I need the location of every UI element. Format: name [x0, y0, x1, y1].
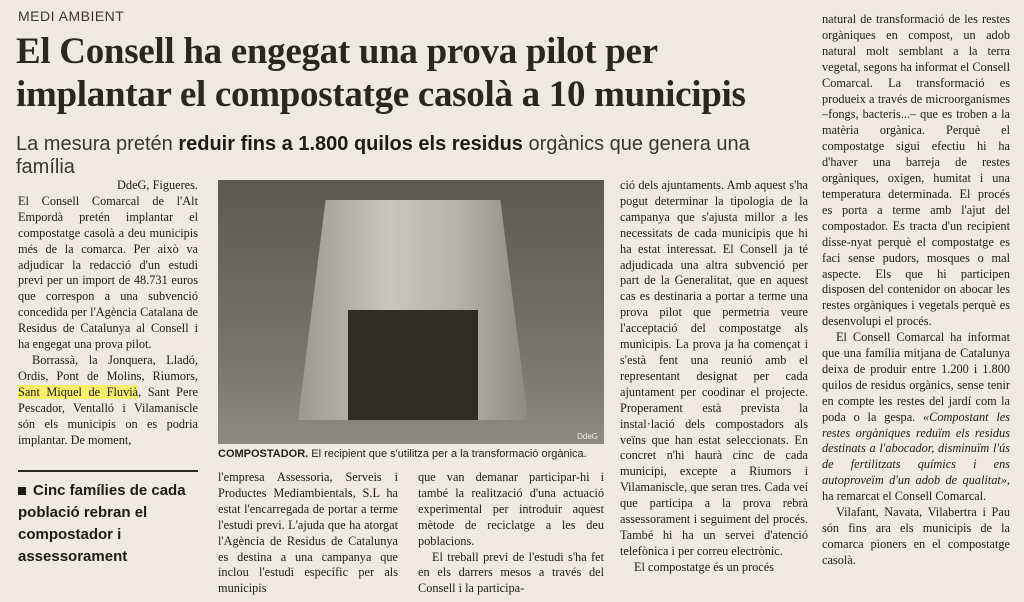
col1-paragraph-1: El Consell Comarcal de l'Alt Empordà pretén implantar el compostatge casolà a deu municipis més de la comarca. Per això va adjudicar la redacció d'un estudi previ per un import de 48.731 euros que correspon a una subvenció concedida per l'Agència Catalana de Residus de Catalunya al Consell i ha engegat una prova pilot.	[18, 193, 198, 352]
col1-p2-pre: Borrassà, la Jonquera, Lladó, Ordis, Pont de Molins, Riumors,	[18, 352, 198, 383]
col2-paragraph: l'empresa Assessoria, Serveis i Productes Mediambientals, S.L ha estat l'encarregada de portar a terme l'estudi previ. L'ajuda que ha atorgat l'Agència de Residus de Catalunya es destina a una campanya que inclou l'estudi específic per als municipis	[218, 470, 398, 596]
col1-paragraph-2	[18, 353, 198, 448]
photo-caption	[218, 448, 604, 460]
col5-quote: «Compostant les restes orgàniques reduïm els residus destinats a l'abocador, disminuïm l'ús de fertilitzats químics i ens autoproveïm d'un adob de qualitat»	[822, 409, 1010, 488]
compost-bin-opening	[348, 310, 478, 420]
subhead-pre: La mesura pretén	[16, 133, 179, 155]
col3-paragraph-1: que van demanar participar-hi i també la realització d'una actuació experimental per introduir aquest mètode de reciclatge a les deu poblacions.	[418, 470, 604, 548]
article-column-5	[822, 12, 1010, 594]
headline: El Consell ha engegat una prova pilot per implantar el compostatge casolà a 10 municipis	[16, 31, 746, 115]
article-column-3	[418, 470, 604, 596]
col5-p2-text: El Consell Comarcal ha informat que una família mitjana de Catalunya deixa de produir entre 1.200 i 1.800 quilos de residus orgànics, sense tenir en compte les restes del jardí com la poda o la gespa.	[822, 330, 1010, 424]
col5-paragraph-1: natural de transformació de les restes orgàniques en compost, un adob natural molt semblant a la terra vegetal, segons ha informat el Consell Comarcal. La transformació es produeix a través de microorganismes –fongs, bacteris...– que es troben a la matèria orgànica. Perquè el compostatge sigui efectiu hi ha d'haver una barreja de restes orgàniques, oxigen, humitat i una temperatura determinada. El procés es porta a terme amb l'ajut del compostador. Es tracta d'un recipient disse-nyat perquè el compostatge es faci sense pudors, mosques o mal aspecte. Els que hi participen disposen del contenidor on abocar les restes orgàniques i vegetals perquè es desenvolupi el procés.	[822, 12, 1010, 329]
col5-quote-tail: , ha remarcat el Consell Comarcal.	[822, 473, 1010, 504]
caption-text: El recipient que s'utilitza per a la transformació orgànica.	[308, 448, 587, 460]
section-label: MEDI AMBIENT	[18, 8, 125, 24]
col4-paragraph-1: ció dels ajuntaments. Amb aquest s'ha pogut determinar la tipologia de la campanya que s'ajusta millor a les necessitats de cada municipis que hi ha estat interessat. El Consell ja té adjudicada una altra subvenció per part de la Generalitat, que en aquest cas es destinaria a portar a terme una prova pilot que permetria veure l'acceptació del compostatge als municipis. La prova ja ha començat i s'està fent una reunió amb el representant designat per cada ajuntament per coodinar el projecte. Properament està prevista la instal·lació dels compostadors als veïns que han estat seleccionats. En concret n'hi haurà cinc de cada municipi, excepte a Riumors i Vilamaniscle, que seran tres. Cada veí que participa a la prova rebrà assessorament i seguiment del procés. També hi ha un servei d'atenció telefònica i per correu electrònic.	[620, 178, 808, 558]
col3-paragraph-2: El treball previ de l'estudi s'ha fet en els darrers mesos a través del Consell i la participa-	[418, 549, 604, 596]
caption-bold: COMPOSTADOR.	[218, 448, 309, 460]
col5-paragraph-2	[822, 330, 1010, 505]
sidebar-pullout: Cinc famílies de cada població rebran el compostador i assessorament	[18, 470, 198, 602]
col1-p2-post: , Sant Pere Pescador, Ventalló i Vilamaniscle són els municipis on es podria implantar. De moment,	[18, 384, 198, 447]
article-column-2	[218, 470, 398, 596]
compost-bin-photo	[218, 180, 604, 444]
article-column-1	[18, 178, 198, 463]
col4-paragraph-2: El compostatge és un procés	[634, 559, 775, 574]
subheadline	[16, 133, 806, 179]
subhead-bold: reduir fins a 1.800 quilos els residus	[178, 133, 523, 155]
photo-credit: DdeG	[577, 432, 598, 441]
byline: DdeG, Figueres.	[117, 178, 198, 192]
article-column-4	[620, 178, 808, 592]
highlighted-municipality: Sant Miquel de Fluvià	[18, 384, 139, 399]
subhead-post: orgànics que genera una família	[16, 133, 750, 178]
col5-paragraph-3: Vilafant, Navata, Vilabertra i Pau són fins ara els municipis de la comarca pioners en el compostatge casolà.	[822, 505, 1010, 567]
